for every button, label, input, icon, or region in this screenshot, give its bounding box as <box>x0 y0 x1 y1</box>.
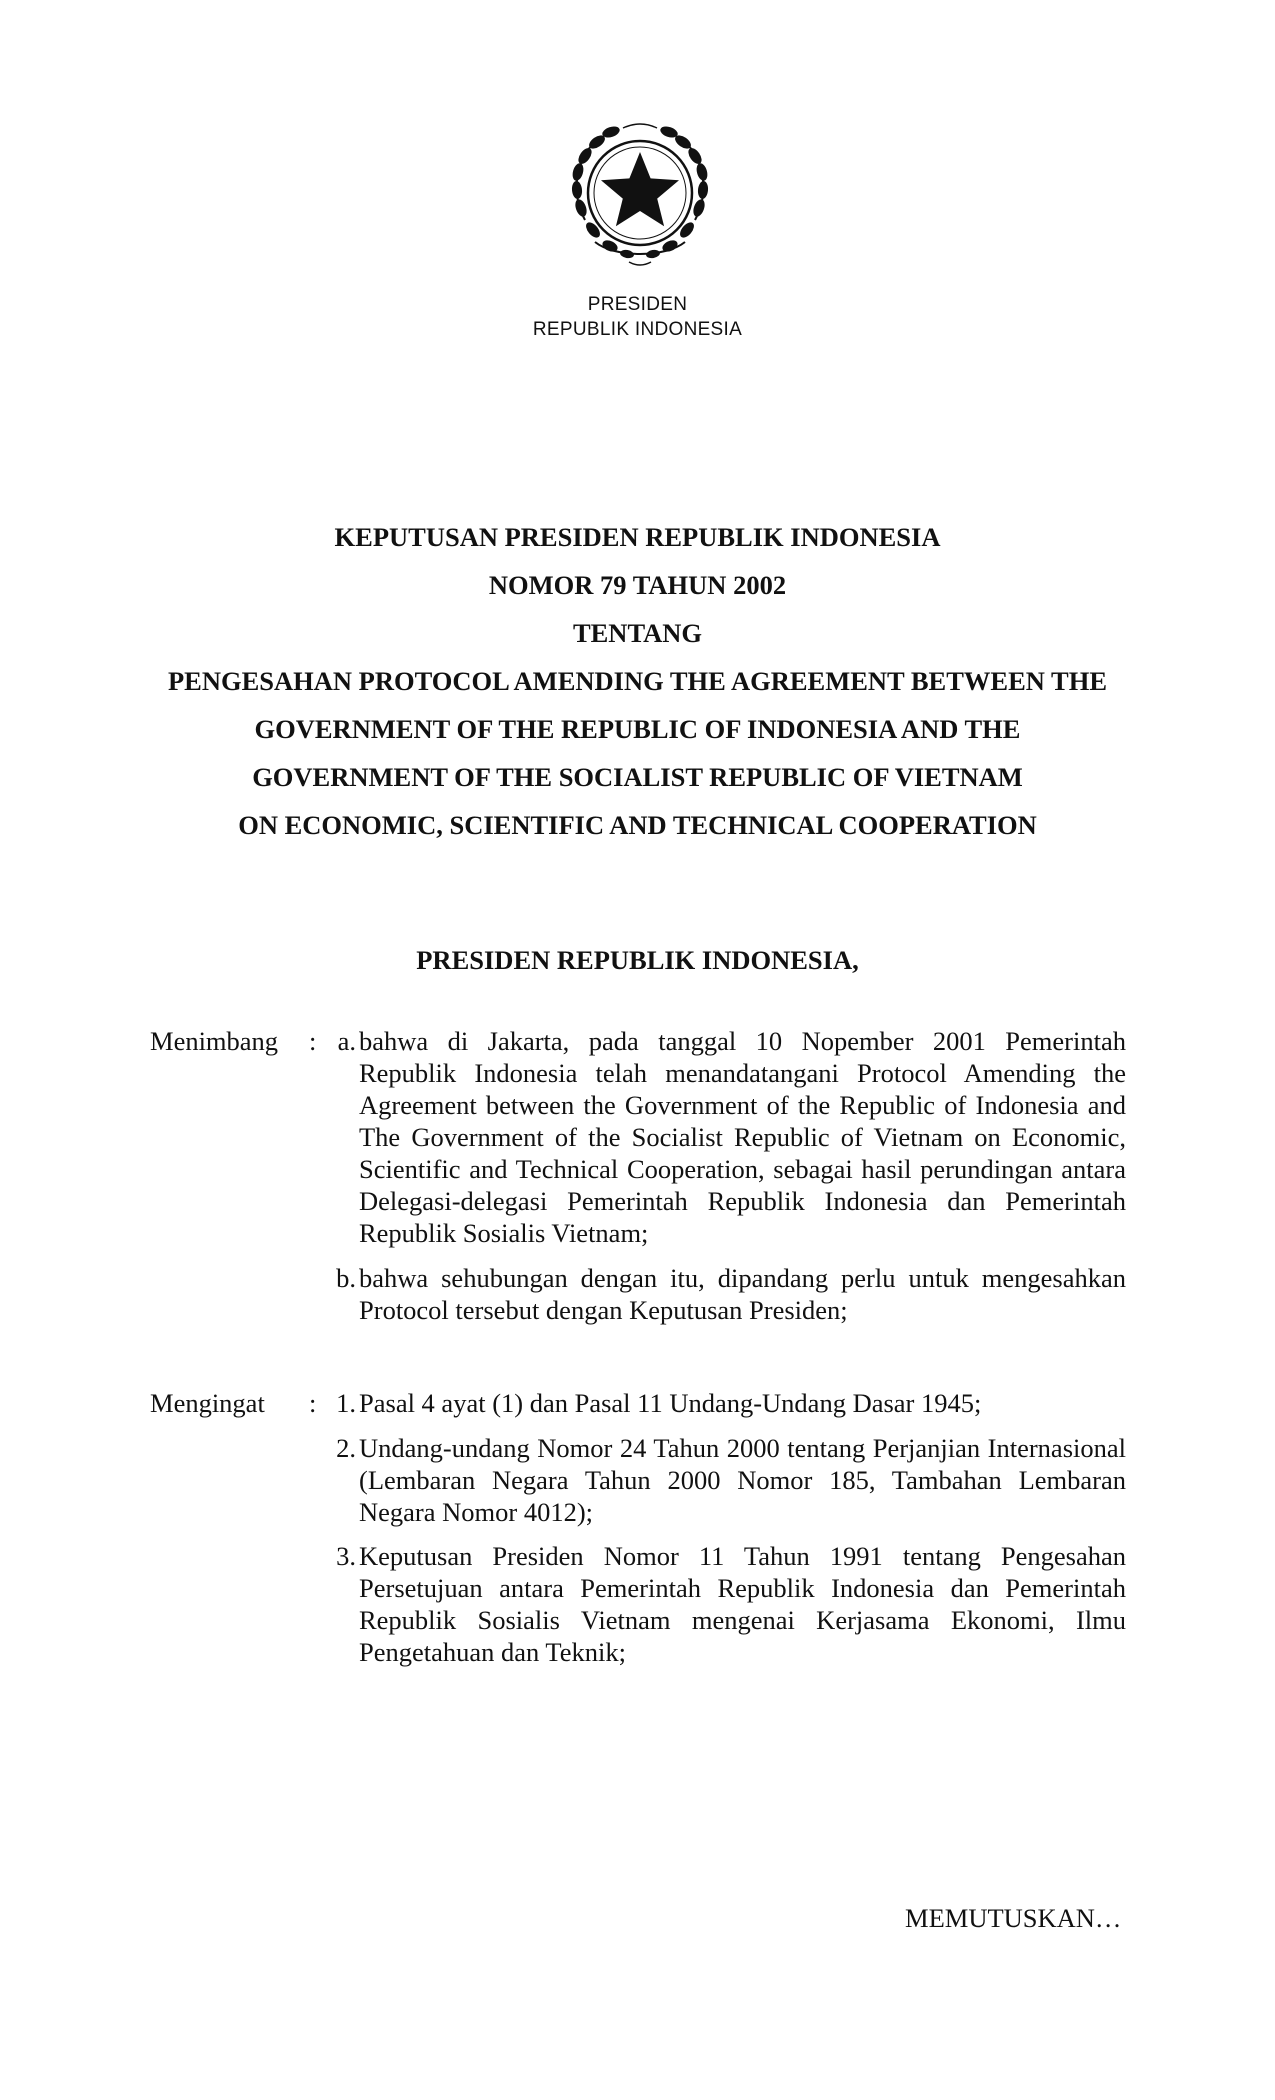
title-line: NOMOR 79 TAHUN 2002 <box>488 570 787 600</box>
menimbang-label: Menimbang <box>150 1026 279 1056</box>
menimbang-colon: : <box>309 1026 317 1056</box>
continuation-catchword: MEMUTUSKAN… <box>905 1903 1122 1933</box>
item-marker: 1. <box>336 1388 356 1418</box>
item-marker: 3. <box>336 1541 356 1571</box>
decree-title <box>0 513 1275 849</box>
title-line: KEPUTUSAN PRESIDEN REPUBLIK INDONESIA <box>334 522 941 552</box>
mengingat-colon: : <box>309 1388 317 1418</box>
mengingat-label: Mengingat <box>150 1388 265 1418</box>
title-line: GOVERNMENT OF THE SOCIALIST REPUBLIC OF VIETNAM <box>252 762 1023 792</box>
title-line: GOVERNMENT OF THE REPUBLIC OF INDONESIA AND THE <box>254 714 1021 744</box>
menimbang-item-b <box>326 1262 1126 1326</box>
state-emblem-icon <box>555 108 725 278</box>
item-text: Pasal 4 ayat (1) dan Pasal 11 Undang-Undang Dasar 1945; <box>359 1388 982 1418</box>
mengingat-item-2 <box>326 1432 1126 1528</box>
mengingat-item-1 <box>326 1387 1126 1419</box>
title-line: ON ECONOMIC, SCIENTIFIC AND TECHNICAL COOPERATION <box>238 810 1037 840</box>
item-text: Keputusan Presiden Nomor 11 Tahun 1991 tentang Pengesahan Persetujuan antara Pemerintah Republik Indonesia dan Pemerintah Republik Sosialis Vietnam mengenai Kerjasama Ekonomi, Ilmu Pengetahuan dan Teknik; <box>359 1541 1126 1667</box>
letterhead-presiden: PRESIDEN <box>587 294 688 315</box>
item-marker: a. <box>337 1026 356 1056</box>
title-line: TENTANG <box>572 618 703 648</box>
item-text: bahwa di Jakarta, pada tanggal 10 Nopember 2001 Pemerintah Republik Indonesia telah menandatangani Protocol Amending the Agreement between the Government of the Republic of Indonesia and The Government of the Socialist Republic of Vietnam on Economic, Scientific and Technical Cooperation, sebagai hasil perundingan antara Delegasi-delegasi Pemerintah Republik Indonesia dan Pemerintah Republik Sosialis Vietnam; <box>359 1026 1126 1248</box>
letterhead-republik-indonesia: REPUBLIK INDONESIA <box>532 319 743 340</box>
item-text: Undang-undang Nomor 24 Tahun 2000 tentang Perjanjian Internasional (Lembaran Negara Tahun 2000 Nomor 185, Tambahan Lembaran Negara Nomor 4012); <box>359 1433 1126 1527</box>
presiden-heading: PRESIDEN REPUBLIK INDONESIA, <box>416 945 859 975</box>
item-text: bahwa sehubungan dengan itu, dipandang perlu untuk mengesahkan Protocol tersebut dengan Keputusan Presiden; <box>359 1263 1126 1325</box>
mengingat-item-3 <box>326 1540 1126 1668</box>
item-marker: b. <box>336 1263 356 1293</box>
title-line: PENGESAHAN PROTOCOL AMENDING THE AGREEMENT BETWEEN THE <box>168 666 1107 696</box>
item-marker: 2. <box>336 1433 356 1463</box>
menimbang-item-a <box>326 1025 1126 1249</box>
